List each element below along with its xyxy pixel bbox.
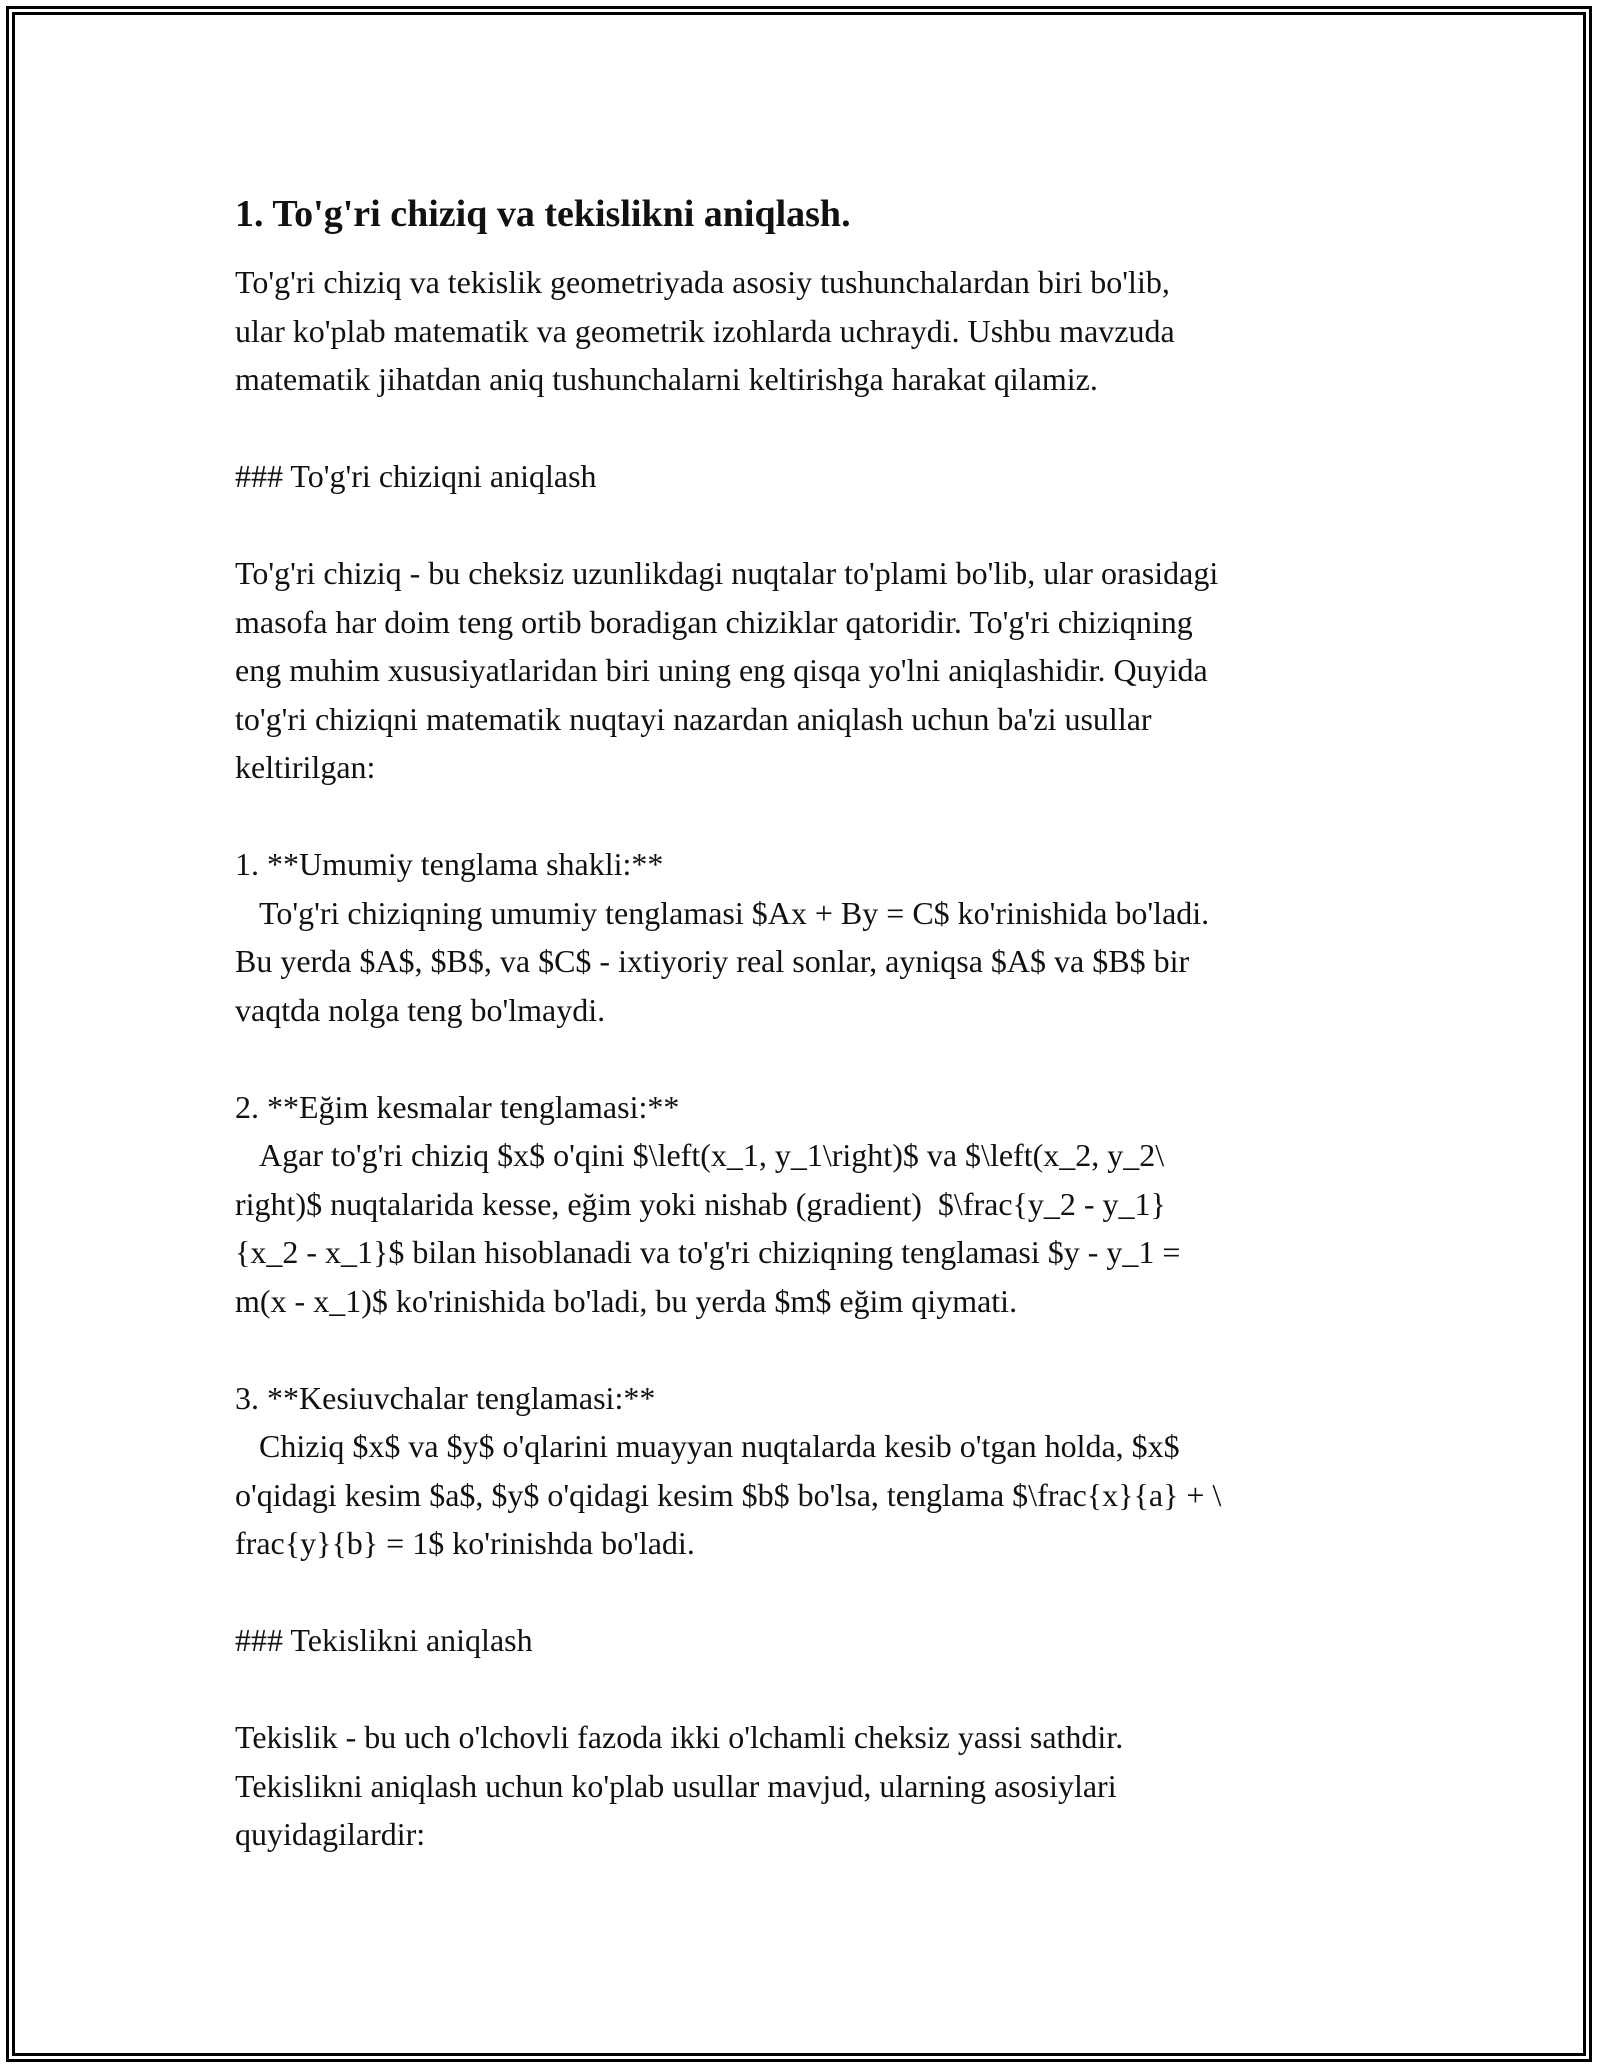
spacer: [235, 792, 1375, 841]
spacer: [235, 501, 1375, 550]
spacer: [235, 1325, 1375, 1374]
spacer: [235, 1665, 1375, 1714]
section-heading-line: ### To'g'ri chiziqni aniqlash: [235, 458, 597, 494]
plane-definition-paragraph: Tekislik - bu uch o'lchovli fazoda ikki o'lchamli cheksiz yassi sathdir. Tekislikni aniqlash uchun ko'plab usullar mavjud, ularning asosiylari quyidagilardir:: [235, 1719, 1124, 1852]
spacer: [235, 404, 1375, 453]
document-body: [235, 190, 1375, 1859]
list-item-general-equation: 1. **Umumiy tenglama shakli:** To'g'ri chiziqning umumiy tenglamasi $Ax + By = C$ ko'rinishida bo'ladi. Bu yerda $A$, $B$, va $C$ - ixtiyoriy real sonlar, ayniqsa $A$ va $B$ bir vaqtda nolga teng bo'lmaydi.: [235, 846, 1210, 1028]
section-heading-plane: ### Tekislikni aniqlash: [235, 1622, 533, 1658]
list-item-intercept-equation: 3. **Kesiuvchalar tenglamasi:** Chiziq $x$ va $y$ o'qlarini muayyan nuqtalarda kesib o'tgan holda, $x$ o'qidagi kesim $a$, $y$ o'qidagi kesim $b$ bo'lsa, tenglama $\frac{x}{a} + \ frac{y}{b} = 1$ ko'rinishda bo'ladi.: [235, 1379, 1222, 1561]
intro-paragraph: To'g'ri chiziq va tekislik geometriyada asosiy tushunchalardan biri bo'lib, ular ko'plab matematik va geometrik izohlarda uchraydi. Ushbu mavzuda matematik jihatdan aniq tushunchalarni keltirishga harakat qilamiz.: [235, 264, 1175, 397]
line-definition-paragraph: To'g'ri chiziq - bu cheksiz uzunlikdagi nuqtalar to'plami bo'lib, ular orasidagi masofa har doim teng ortib boradigan chiziklar qatoridir. To'g'ri chiziqning eng muhim xususiyatlaridan biri uning eng qisqa yo'lni aniqlashidir. Quyida to'g'ri chiziqni matematik nuqtayi nazardan aniqlash uchun ba'zi usullar keltirilgan:: [235, 555, 1219, 785]
document-title: 1. To'g'ri chiziq va tekislikni aniqlash.: [235, 193, 851, 235]
spacer: [235, 1568, 1375, 1617]
list-item-slope-equation: 2. **Eğim kesmalar tenglamasi:** Agar to'g'ri chiziq $x$ o'qini $\left(x_1, y_1\right)$ va $\left(x_2, y_2\ right)$ nuqtalarida kesse, eğim yoki nishab (gradient) $\frac{y_2 - y_1} {x_2 - x_1}$ bilan hisoblanadi va to'g'ri chiziqning tenglamasi $y - y_1 = m(x - x_1)$ ko'rinishida bo'ladi, bu yerda $m$ eğim qiymati.: [235, 1088, 1181, 1319]
spacer: [235, 1034, 1375, 1083]
